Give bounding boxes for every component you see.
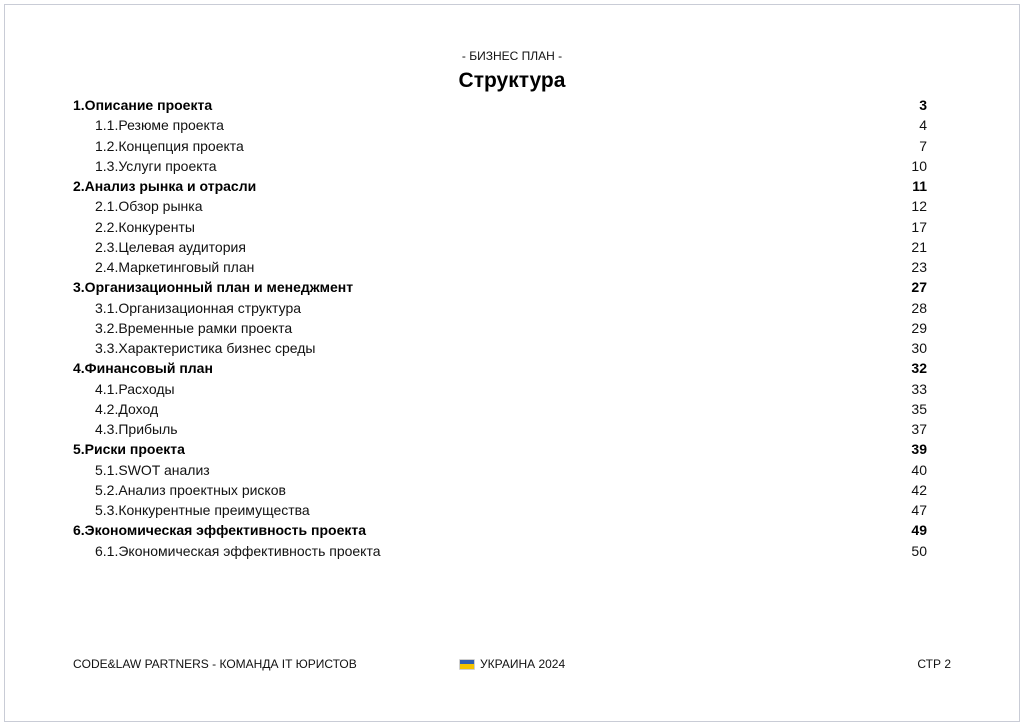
toc-entry-label: 2.2.Конкуренты bbox=[95, 218, 195, 235]
toc-entry-label: 1.3.Услуги проекта bbox=[95, 157, 217, 174]
document-subtitle: - БИЗНЕС ПЛАН - bbox=[461, 49, 563, 63]
footer-page-number: СТР 2 bbox=[917, 657, 951, 671]
toc-subsection-row[interactable] bbox=[73, 419, 927, 439]
page-header bbox=[5, 49, 1019, 94]
toc-subsection-row[interactable] bbox=[73, 399, 927, 419]
toc-section-row[interactable] bbox=[73, 520, 927, 540]
toc-entry-page: 35 bbox=[911, 400, 927, 417]
footer-country-label: УКРАИНА 2024 bbox=[480, 657, 566, 671]
toc-entry-label: 2.Анализ рынка и отрасли bbox=[73, 178, 257, 195]
toc-entry-page: 29 bbox=[911, 319, 927, 336]
toc-entry-page: 42 bbox=[911, 481, 927, 498]
toc-entry-label: 2.4.Маркетинговый план bbox=[95, 259, 255, 276]
toc-entry-label: 4.Финансовый план bbox=[73, 360, 213, 377]
toc-subsection-row[interactable] bbox=[73, 237, 927, 257]
toc-entry-page: 40 bbox=[911, 461, 927, 478]
toc-subsection-row[interactable] bbox=[73, 217, 927, 237]
toc-entry-page: 27 bbox=[911, 279, 927, 296]
toc-entry-page: 4 bbox=[919, 117, 927, 134]
toc-entry-page: 37 bbox=[911, 421, 927, 438]
toc-subsection-row[interactable] bbox=[73, 156, 927, 176]
toc-entry-page: 39 bbox=[911, 441, 927, 458]
toc-entry-label: 6.Экономическая эффективность проекта bbox=[73, 522, 367, 539]
toc-entry-page: 17 bbox=[911, 218, 927, 235]
toc-subsection-row[interactable] bbox=[73, 136, 927, 156]
toc-entry-page: 47 bbox=[911, 502, 927, 519]
toc-entry-label: 4.3.Прибыль bbox=[95, 421, 178, 438]
toc-entry-page: 30 bbox=[911, 340, 927, 357]
page-title: Структура bbox=[458, 69, 566, 92]
toc-entry-label: 3.3.Характеристика бизнес среды bbox=[95, 340, 316, 357]
document-page bbox=[4, 4, 1020, 722]
toc-subsection-row[interactable] bbox=[73, 298, 927, 318]
toc-entry-label: 4.1.Расходы bbox=[95, 380, 175, 397]
toc-entry-page: 12 bbox=[911, 198, 927, 215]
toc-subsection-row[interactable] bbox=[73, 460, 927, 480]
toc-entry-label: 3.2.Временные рамки проекта bbox=[95, 319, 293, 336]
footer-company: CODE&LAW PARTNERS - КОМАНДА IT ЮРИСТОВ bbox=[73, 657, 357, 671]
toc-entry-page: 49 bbox=[911, 522, 927, 539]
toc-entry-label: 3.1.Организационная структура bbox=[95, 299, 302, 316]
toc-entry-label: 5.Риски проекта bbox=[73, 441, 185, 458]
toc-subsection-row[interactable] bbox=[73, 318, 927, 338]
toc-subsection-row[interactable] bbox=[73, 541, 927, 561]
toc-entry-label: 2.1.Обзор рынка bbox=[95, 198, 203, 215]
toc-entry-page: 21 bbox=[911, 238, 927, 255]
toc-entry-label: 6.1.Экономическая эффективность проекта bbox=[95, 542, 381, 559]
toc-subsection-row[interactable] bbox=[73, 338, 927, 358]
page-footer bbox=[73, 656, 951, 672]
toc-entry-page: 32 bbox=[911, 360, 927, 377]
toc-entry-label: 2.3.Целевая аудитория bbox=[95, 238, 246, 255]
toc-section-row[interactable] bbox=[73, 358, 927, 378]
toc-entry-page: 11 bbox=[912, 178, 927, 195]
ukraine-flag-icon bbox=[459, 659, 475, 670]
toc-entry-page: 10 bbox=[911, 157, 927, 174]
toc-entry-label: 1.1.Резюме проекта bbox=[95, 117, 224, 134]
toc-section-row[interactable] bbox=[73, 95, 927, 115]
table-of-contents bbox=[73, 95, 927, 561]
toc-subsection-row[interactable] bbox=[73, 480, 927, 500]
toc-entry-page: 7 bbox=[919, 137, 927, 154]
toc-subsection-row[interactable] bbox=[73, 115, 927, 135]
footer-country-year bbox=[459, 656, 565, 672]
toc-entry-page: 33 bbox=[911, 380, 927, 397]
toc-entry-page: 23 bbox=[911, 259, 927, 276]
toc-entry-page: 50 bbox=[911, 542, 927, 559]
toc-entry-page: 3 bbox=[919, 97, 927, 114]
toc-subsection-row[interactable] bbox=[73, 379, 927, 399]
toc-section-row[interactable] bbox=[73, 277, 927, 297]
toc-entry-label: 5.3.Конкурентные преимущества bbox=[95, 502, 310, 519]
toc-entry-label: 5.1.SWOT анализ bbox=[95, 461, 210, 478]
toc-subsection-row[interactable] bbox=[73, 196, 927, 216]
toc-section-row[interactable] bbox=[73, 176, 927, 196]
toc-subsection-row[interactable] bbox=[73, 257, 927, 277]
toc-subsection-row[interactable] bbox=[73, 500, 927, 520]
toc-entry-page: 28 bbox=[911, 299, 927, 316]
toc-entry-label: 5.2.Анализ проектных рисков bbox=[95, 481, 286, 498]
toc-entry-label: 1.2.Концепция проекта bbox=[95, 137, 244, 154]
toc-entry-label: 1.Описание проекта bbox=[73, 97, 213, 114]
toc-section-row[interactable] bbox=[73, 439, 927, 459]
toc-entry-label: 3.Организационный план и менеджмент bbox=[73, 279, 354, 296]
toc-entry-label: 4.2.Доход bbox=[95, 400, 159, 417]
